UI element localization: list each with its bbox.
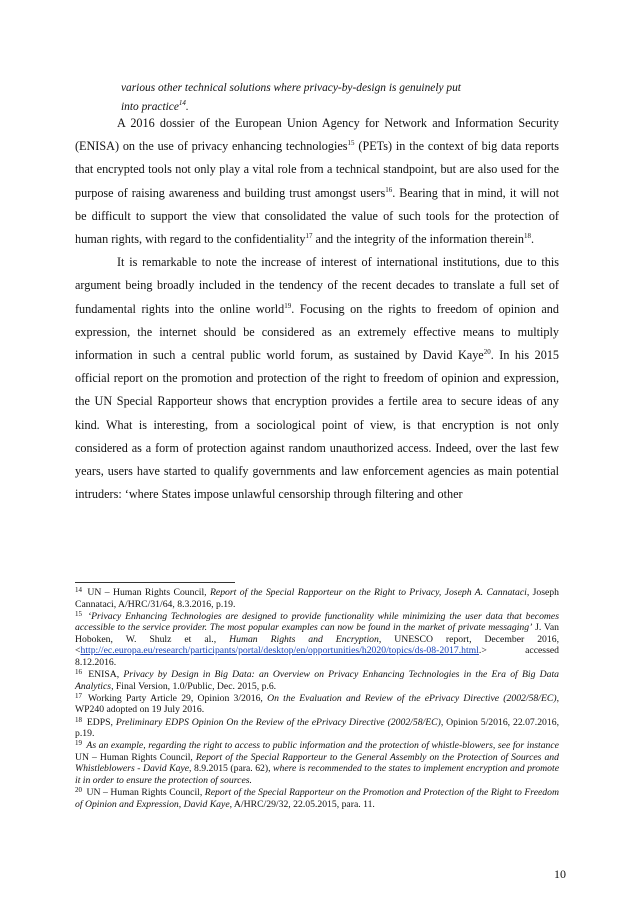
footnote-text: UN – Human Rights Council, xyxy=(84,587,210,598)
footnote-separator xyxy=(75,582,235,583)
footnote-18 xyxy=(75,717,559,740)
footnote-19 xyxy=(75,740,559,786)
p1-text-e: . xyxy=(531,232,535,247)
p1-text-a: A 2016 dossier of the European Union Agency for Network and Information Security (ENISA) on the use of privacy enhancing technologies xyxy=(75,116,559,154)
footnote-ref-14[interactable]: 14 xyxy=(178,99,186,107)
p2-text-b: . Focusing on the rights to freedom of opinion and expression, the internet should be considered as an extremely effective means to multiply information in such a central public world forum, as sustained by David Kaye xyxy=(75,301,559,363)
footnote-number: 20 xyxy=(75,786,82,795)
footnote-text: , A/HRC/29/32, 22.05.2015, para. 11. xyxy=(229,798,375,810)
footnote-16 xyxy=(75,669,559,692)
footnote-text: UN – Human Rights Council, xyxy=(84,787,205,799)
footnote-title: Privacy by Design in Big Data: an Overview on Privacy Enhancing Technologies in the Era of Big Data Analytics xyxy=(75,669,560,692)
footnote-text: ENISA, xyxy=(84,669,124,681)
p1-text-c: . Bearing that in mind, it will not be difficult to support the view that consolidated the value of such tools for the protection of human rights, with regard to the confidentiality xyxy=(75,185,559,247)
footnote-text: EDPS, xyxy=(84,716,116,728)
footnote-ref-18[interactable]: 18 xyxy=(524,232,532,241)
footnote-link[interactable]: http://ec.europa.eu/research/participants/portal/desktop/en/opportunities/h2020/topics/ds-08-2017.html xyxy=(80,645,479,657)
p2-text-a: It is remarkable to note the increase of interest of international institutions, due to this argument being broadly included in the tendency of the recent decades to translate a full set of fundamental rights into the online world xyxy=(75,255,559,316)
p1-text-b: (PETs) in the context of big data reports that encrypted tools not only play a vital role from a technical standpoint, but are also used for the purpose of raising awareness and building trust amongst users xyxy=(75,139,559,200)
footnote-number: 19 xyxy=(75,739,82,748)
footnote-14 xyxy=(75,587,559,610)
footnote-title: Report of the Special Rapporteur on the Right to Privacy, Joseph A. Cannataci xyxy=(209,587,527,598)
footnotes xyxy=(75,587,559,811)
footnote-quote: ‘Privacy Enhancing Technologies are designed to provide functionality while minimizing the user data that becomes accessible to the service provider. The most popular examples can now be found in the market of private messaging’ xyxy=(75,610,559,634)
footnote-text: , UNESCO report, December 2016, < xyxy=(75,633,559,657)
footnote-title: Report of the Special Rapporteur on the Promotion and Protection of the Right to Freedom of Opinion and Expression, David Kaye xyxy=(75,787,559,810)
page-number: 10 xyxy=(554,867,566,881)
footnote-number: 15 xyxy=(75,609,82,618)
footnote-title: Human Rights and Encryption xyxy=(229,633,379,645)
footnote-text: Working Party Article 29, Opinion 3/2016, xyxy=(84,692,268,704)
footnote-text: UN – Human Rights Council, xyxy=(75,751,196,763)
footnote-ref-20[interactable]: 20 xyxy=(483,348,491,357)
footnote-title: Preliminary EDPS Opinion On the Review of the ePrivacy Directive (2002/58/EC) xyxy=(115,716,441,728)
footnote-number: 18 xyxy=(75,715,82,724)
paragraph-enisa xyxy=(75,112,559,251)
footnote-quote: As an example, regarding the right to access to public information and the protection of whistle-blowers, see for instance xyxy=(84,740,559,752)
footnote-ref-19[interactable]: 19 xyxy=(284,301,292,310)
quote-line-1: various other technical solutions where privacy-by-design is genuinely put xyxy=(121,82,461,94)
footnote-text: , Opinion 5/2016, 22.07.2016, p.19. xyxy=(75,716,559,740)
quote-line-2-end: . xyxy=(185,101,189,113)
footnote-number: 17 xyxy=(75,691,82,700)
footnote-text: , Final Version, 1.0/Public, Dec. 2015, p.6. xyxy=(111,680,277,692)
footnote-ref-17[interactable]: 17 xyxy=(305,232,313,241)
footnote-20 xyxy=(75,787,559,810)
footnote-text: , WP240 adopted on 19 July 2016. xyxy=(75,692,559,716)
footnote-text: , 8.9.2015 (para. 62), xyxy=(189,763,274,775)
p1-text-d: and the integrity of the information therein xyxy=(312,232,525,247)
footnote-title: Report of the Special Rapporteur to the General Assembly on the Protection of Sources and Whistleblowers - David Kaye xyxy=(75,751,559,775)
body-text xyxy=(75,112,559,506)
footnote-number: 16 xyxy=(75,668,82,677)
footnote-15 xyxy=(75,611,559,669)
footnote-ref-15[interactable]: 15 xyxy=(347,139,355,148)
quote-line-2-text: into practice xyxy=(121,101,179,113)
paragraph-institutions xyxy=(75,251,559,506)
p2-text-c: . In his 2015 official report on the promotion and protection of the right to freedom of opinion and expression, the UN Special Rapporteur shows that encryption provides a fertile area to secure ideas of any kind. What is interesting, from a sociological point of view, is that encryption is not only considered as a form of protection against random unauthorized access. Indeed, over the last few years, users have started to qualify governments and law enforcement agencies as main potential intruders: ‘where States impose unlawful censorship through filtering and other xyxy=(75,348,560,502)
footnote-17 xyxy=(75,693,559,716)
footnote-text: J. Van Hoboken, W. Shulz et al., xyxy=(75,622,559,645)
footnote-number: 14 xyxy=(75,586,82,594)
footnote-ref-16[interactable]: 16 xyxy=(385,185,393,194)
footnote-text: , Joseph Cannataci, A/HRC/31/64, 8.3.2016, p.19. xyxy=(75,587,559,610)
footnote-text: .> accessed 8.12.2016. xyxy=(75,645,559,669)
footnote-title: On the Evaluation and Review of the ePrivacy Directive (2002/58/EC) xyxy=(267,692,557,704)
footnote-quote: where is recommended to the states to implement encryption and promote it in order to ensure the protection of sources. xyxy=(75,763,559,786)
